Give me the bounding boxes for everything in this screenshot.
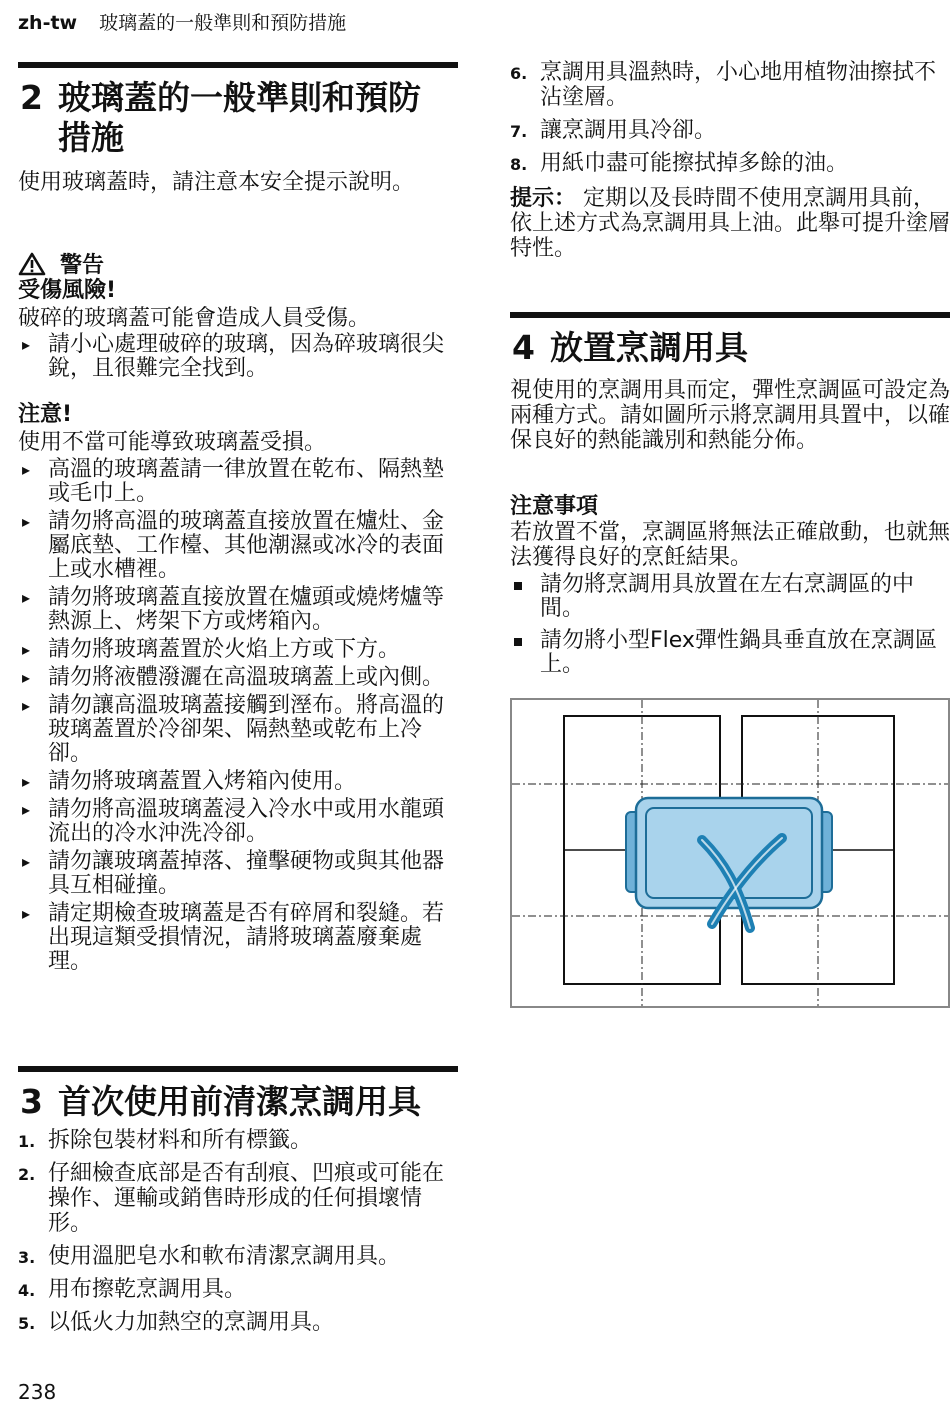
tip-text: 定期以及長時間不使用烹調用具前，依上述方式為烹調用具上油。此舉可提升塗層特性。 <box>510 186 950 261</box>
list-item: ▸ 請勿讓玻璃蓋掉落、撞擊硬物或與其他器具互相碰撞。 <box>18 850 458 898</box>
step-text: 使用溫肥皂水和軟布清潔烹調用具。 <box>48 1244 401 1269</box>
step-number: 1. <box>18 1132 36 1151</box>
warning-list <box>18 333 458 385</box>
tip-label: 提示： <box>510 186 577 211</box>
step-item <box>18 1277 458 1302</box>
section-number: 3 <box>20 1082 43 1121</box>
step-number: 5. <box>18 1314 36 1333</box>
page-number: 238 <box>18 1380 57 1404</box>
section-number: 4 <box>512 328 535 367</box>
section-2-heading <box>18 62 458 158</box>
step-text: 以低火力加熱空的烹調用具。 <box>48 1310 335 1335</box>
section-3-heading <box>18 1066 458 1122</box>
caution-heading: 注意! <box>18 402 73 427</box>
section-title-line1: 玻璃蓋的一般準則和預防 <box>58 78 421 117</box>
step-item <box>510 118 950 143</box>
step-number: 3. <box>18 1248 36 1267</box>
step-item <box>18 1244 458 1269</box>
step-item <box>18 1310 458 1335</box>
step-number: 4. <box>18 1281 36 1300</box>
step-number: 6. <box>510 64 528 83</box>
notice-list <box>510 573 950 685</box>
header-title: 玻璃蓋的一般準則和預防措施 <box>99 12 347 34</box>
step-text: 仔細檢查底部是否有刮痕、凹痕或可能在操作、運輸或銷售時形成的任何損壞情形。 <box>48 1161 445 1236</box>
step-text: 拆除包裝材料和所有標籤。 <box>48 1128 313 1153</box>
section-title: 放置烹調用具 <box>550 328 748 367</box>
incorrect-placement-illustration <box>512 700 948 1006</box>
list-item: ▸ 請勿將液體潑灑在高溫玻璃蓋上或內側。 <box>18 666 458 690</box>
step-text: 用紙巾盡可能擦拭掉多餘的油。 <box>540 151 849 176</box>
warning-text: 警告 <box>60 253 105 278</box>
list-item: 請勿將烹調用具放置在左右烹調區的中間。 <box>510 573 950 621</box>
list-item: ▸ 請勿將玻璃蓋置於火焰上方或下方。 <box>18 638 458 662</box>
caution-list <box>18 458 458 978</box>
warning-heading: 受傷風險! <box>18 278 117 303</box>
step-number: 2. <box>18 1165 36 1184</box>
step-text: 烹調用具溫熱時，小心地用植物油擦拭不沾塗層。 <box>540 60 937 110</box>
warning-triangle-icon <box>18 252 46 276</box>
tip-paragraph <box>510 186 950 261</box>
step-item <box>510 151 950 176</box>
list-item: ▸ 請勿將玻璃蓋置入烤箱內使用。 <box>18 770 458 794</box>
warning-label <box>18 252 104 278</box>
list-item: ▸ 請勿將高溫的玻璃蓋直接放置在爐灶、金屬底墊、工作檯、其他潮濕或冰冷的表面上或水槽裡。 <box>18 510 458 582</box>
notice-heading: 注意事項 <box>510 494 599 519</box>
list-item: ▸ 高溫的玻璃蓋請一律放置在乾布、隔熱墊或毛巾上。 <box>18 458 458 506</box>
placement-figure <box>510 698 950 1008</box>
language-code: zh-tw <box>18 12 78 34</box>
list-item: 請勿將小型Flex彈性鍋具垂直放在烹調區上。 <box>510 629 950 677</box>
step-item <box>18 1161 458 1236</box>
list-item: ▸ 請定期檢查玻璃蓋是否有碎屑和裂縫。若出現這類受損情況，請將玻璃蓋廢棄處理。 <box>18 902 458 974</box>
step-number: 8. <box>510 155 528 174</box>
page-header <box>18 8 346 35</box>
list-item: ▸ 請勿將玻璃蓋直接放置在爐頭或燒烤爐等熱源上、烤架下方或烤箱內。 <box>18 586 458 634</box>
step-text: 讓烹調用具冷卻。 <box>540 118 717 143</box>
section-number: 2 <box>20 78 43 117</box>
list-item: ▸ 請勿將高溫玻璃蓋浸入冷水中或用水龍頭流出的冷水沖洗冷卻。 <box>18 798 458 846</box>
warning-text-body: 破碎的玻璃蓋可能會造成人員受傷。 <box>18 306 371 331</box>
list-item: ▸ 請勿讓高溫玻璃蓋接觸到溼布。將高溫的玻璃蓋置於冷卻架、隔熱墊或乾布上冷卻。 <box>18 694 458 766</box>
section-title-line2: 措施 <box>58 118 124 157</box>
step-text: 用布擦乾烹調用具。 <box>48 1277 247 1302</box>
step-item <box>18 1128 458 1153</box>
section-4-heading <box>510 312 950 368</box>
caution-text: 使用不當可能導致玻璃蓋受損。 <box>18 430 327 455</box>
cleaning-steps-right <box>510 60 950 184</box>
section-title: 首次使用前清潔烹調用具 <box>58 1082 421 1121</box>
notice-text: 若放置不當，烹調區將無法正確啟動，也就無法獲得良好的烹飪結果。 <box>510 520 950 570</box>
cleaning-steps-left <box>18 1128 458 1343</box>
list-item: ▸ 請小心處理破碎的玻璃，因為碎玻璃很尖銳，且很難完全找到。 <box>18 333 458 381</box>
step-item <box>510 60 950 110</box>
step-number: 7. <box>510 122 528 141</box>
section-4-intro: 視使用的烹調用具而定，彈性烹調區可設定為兩種方式。請如圖所示將烹調用具置中，以確保良好的熱能識別和熱能分佈。 <box>510 378 950 453</box>
section-2-intro: 使用玻璃蓋時，請注意本安全提示說明。 <box>18 170 415 195</box>
